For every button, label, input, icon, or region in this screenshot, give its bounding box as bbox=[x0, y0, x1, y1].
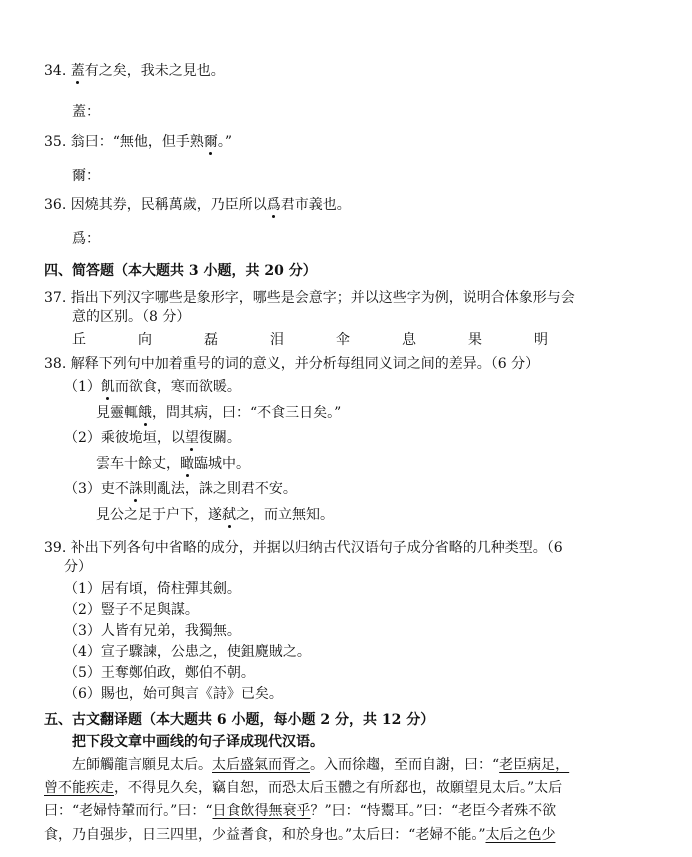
q38-group3-b bbox=[96, 506, 334, 524]
text-pre: 雲车十餘丈， bbox=[96, 456, 180, 472]
text-post: 而欲食，寒而欲暖。 bbox=[114, 379, 241, 395]
character-item: 向 bbox=[138, 332, 152, 348]
text-post: 臨城中。 bbox=[194, 456, 250, 472]
character-item: 丘 bbox=[72, 332, 86, 348]
text-pre: 見靈輒 bbox=[96, 405, 138, 421]
question-number: 34. bbox=[44, 63, 67, 79]
emphasized-word: 望 bbox=[184, 430, 199, 446]
q39-item: （3）人皆有兄弟，我獨無。 bbox=[64, 623, 241, 639]
text-pre: 乘彼垝垣，以 bbox=[100, 430, 185, 446]
underlined-sentence: 日食飲得無衰乎 bbox=[212, 803, 311, 819]
underlined-sentence: 太后盛氣而胥之 bbox=[212, 757, 310, 773]
question-number: 36. bbox=[44, 197, 67, 213]
question-text-post: 君市義也。 bbox=[280, 197, 351, 213]
answer-word: 爲 bbox=[72, 231, 86, 247]
question-38 bbox=[44, 355, 539, 373]
question-text: 解释下列句中加着重号的词的意义，并分析每组同义词之间的差异。（6 分） bbox=[70, 356, 540, 372]
character-item: 果 bbox=[468, 332, 482, 348]
q39-item: （4）宣子驟諫，公患之，使鉏麑賊之。 bbox=[64, 644, 311, 660]
q38-group2-a bbox=[64, 429, 241, 447]
underlined-sentence: 太后之色少 bbox=[485, 827, 556, 843]
q39-item: （5）王奪鄭伯政，鄭伯不朝。 bbox=[64, 665, 255, 681]
section-instruction: 把下段文章中画线的句子译成现代汉语。 bbox=[72, 734, 324, 750]
answer-label-34 bbox=[72, 103, 100, 121]
character-item: 息 bbox=[402, 332, 416, 348]
text-pre: 吏不 bbox=[100, 481, 129, 497]
passage-text: 食，乃自强步，日三四里，少益耆食，和於身也。”太后曰：“老婦不能。” bbox=[44, 827, 486, 843]
q38-group2-b bbox=[96, 455, 250, 473]
section-heading: 四、简答题（本大题共 3 小题，共 20 分） bbox=[44, 263, 317, 279]
passage-line-1 bbox=[72, 756, 569, 774]
passage-line-3 bbox=[44, 802, 556, 820]
answer-colon: ： bbox=[86, 231, 100, 247]
question-number: 39. bbox=[44, 540, 67, 556]
underlined-sentence: 老臣病足， bbox=[499, 757, 570, 773]
character-item: 磊 bbox=[204, 332, 218, 348]
question-text-pre: 因燒其券，民稱萬歲，乃臣所以 bbox=[70, 197, 267, 213]
item-label: （2） bbox=[64, 430, 101, 446]
answer-word: 爾 bbox=[72, 168, 86, 184]
passage-text: ，不得見久矣，竊自恕，而恐太后玉體之有所郄也，故願望見太后。”太后 bbox=[114, 780, 563, 796]
text-post: 之，而立無知。 bbox=[236, 507, 334, 523]
item-label: （3） bbox=[64, 481, 101, 497]
passage-text: 曰：“老婦恃輦而行。”曰：“ bbox=[44, 803, 213, 819]
question-number: 35. bbox=[44, 134, 67, 150]
answer-colon: ： bbox=[86, 104, 100, 120]
character-item: 泪 bbox=[270, 332, 284, 348]
answer-label-36 bbox=[72, 230, 100, 248]
question-36 bbox=[44, 196, 351, 214]
question-number: 37. bbox=[44, 290, 67, 306]
emphasized-word: 誅 bbox=[128, 481, 143, 497]
q38-group1-a bbox=[64, 378, 241, 396]
question-39-line1 bbox=[44, 539, 563, 557]
text-post: 則亂法，誅之則君不安。 bbox=[142, 481, 297, 497]
answer-word: 蓋 bbox=[72, 104, 86, 120]
item-label: （1） bbox=[64, 379, 101, 395]
q39-item: （1）居有頃，倚柱彈其劍。 bbox=[64, 581, 241, 597]
question-text: 补出下列各句中省略的成分，并据以归纳古代汉语句子成分省略的几种类型。（6 bbox=[70, 540, 563, 556]
underlined-sentence: 曾不能疾走 bbox=[44, 780, 114, 796]
text-post: ，問其病，曰：“不食三日矣。” bbox=[152, 405, 342, 421]
q38-group1-b bbox=[96, 404, 341, 422]
question-34 bbox=[44, 62, 225, 80]
passage-line-4 bbox=[44, 826, 555, 844]
character-item: 伞 bbox=[336, 332, 350, 348]
character-item: 明 bbox=[534, 332, 548, 348]
passage-line-2 bbox=[44, 779, 562, 797]
answer-label-35 bbox=[72, 167, 100, 185]
emphasized-word: 瞰 bbox=[180, 456, 194, 472]
question-39-line2: 分） bbox=[64, 559, 92, 575]
question-37-line2: 意的区别。（8 分） bbox=[72, 309, 191, 325]
question-text: 指出下列汉字哪些是象形字，哪些是会意字；并以这些字为例，说明合体象形与会 bbox=[70, 290, 575, 306]
question-text-post: 有之矣，我未之見也。 bbox=[84, 63, 225, 79]
question-text-post: 。” bbox=[217, 134, 233, 150]
passage-text: 。入而徐趨，至而自謝，曰：“ bbox=[310, 757, 500, 773]
emphasized-word: 飢 bbox=[100, 379, 115, 395]
section-heading: 五、古文翻译题（本大题共 6 小题，每小题 2 分，共 12 分） bbox=[44, 712, 435, 728]
q39-item: （6）賜也，始可與言《詩》已矣。 bbox=[64, 686, 283, 702]
answer-colon: ： bbox=[86, 168, 100, 184]
question-number: 38. bbox=[44, 356, 67, 372]
emphasized-word: 爲 bbox=[266, 197, 281, 213]
text-pre: 見公之足于户下，遂 bbox=[96, 507, 222, 523]
question-text-pre: 翁曰：“無他，但手熟 bbox=[70, 134, 204, 150]
emphasized-word: 蓋 bbox=[70, 63, 85, 79]
text-post: 復關。 bbox=[198, 430, 241, 446]
emphasized-word: 爾 bbox=[203, 134, 218, 150]
q38-group3-a bbox=[64, 480, 297, 498]
q39-item: （2）豎子不足與謀。 bbox=[64, 602, 199, 618]
passage-text: ？”曰：“恃鬻耳。”曰：“老臣今者殊不欲 bbox=[310, 803, 557, 819]
question-37-line1 bbox=[44, 289, 575, 307]
emphasized-word: 餓 bbox=[138, 405, 152, 421]
question-35 bbox=[44, 133, 232, 151]
emphasized-word: 弑 bbox=[222, 507, 236, 523]
passage-text: 左師觸龍言願見太后。 bbox=[72, 757, 212, 773]
